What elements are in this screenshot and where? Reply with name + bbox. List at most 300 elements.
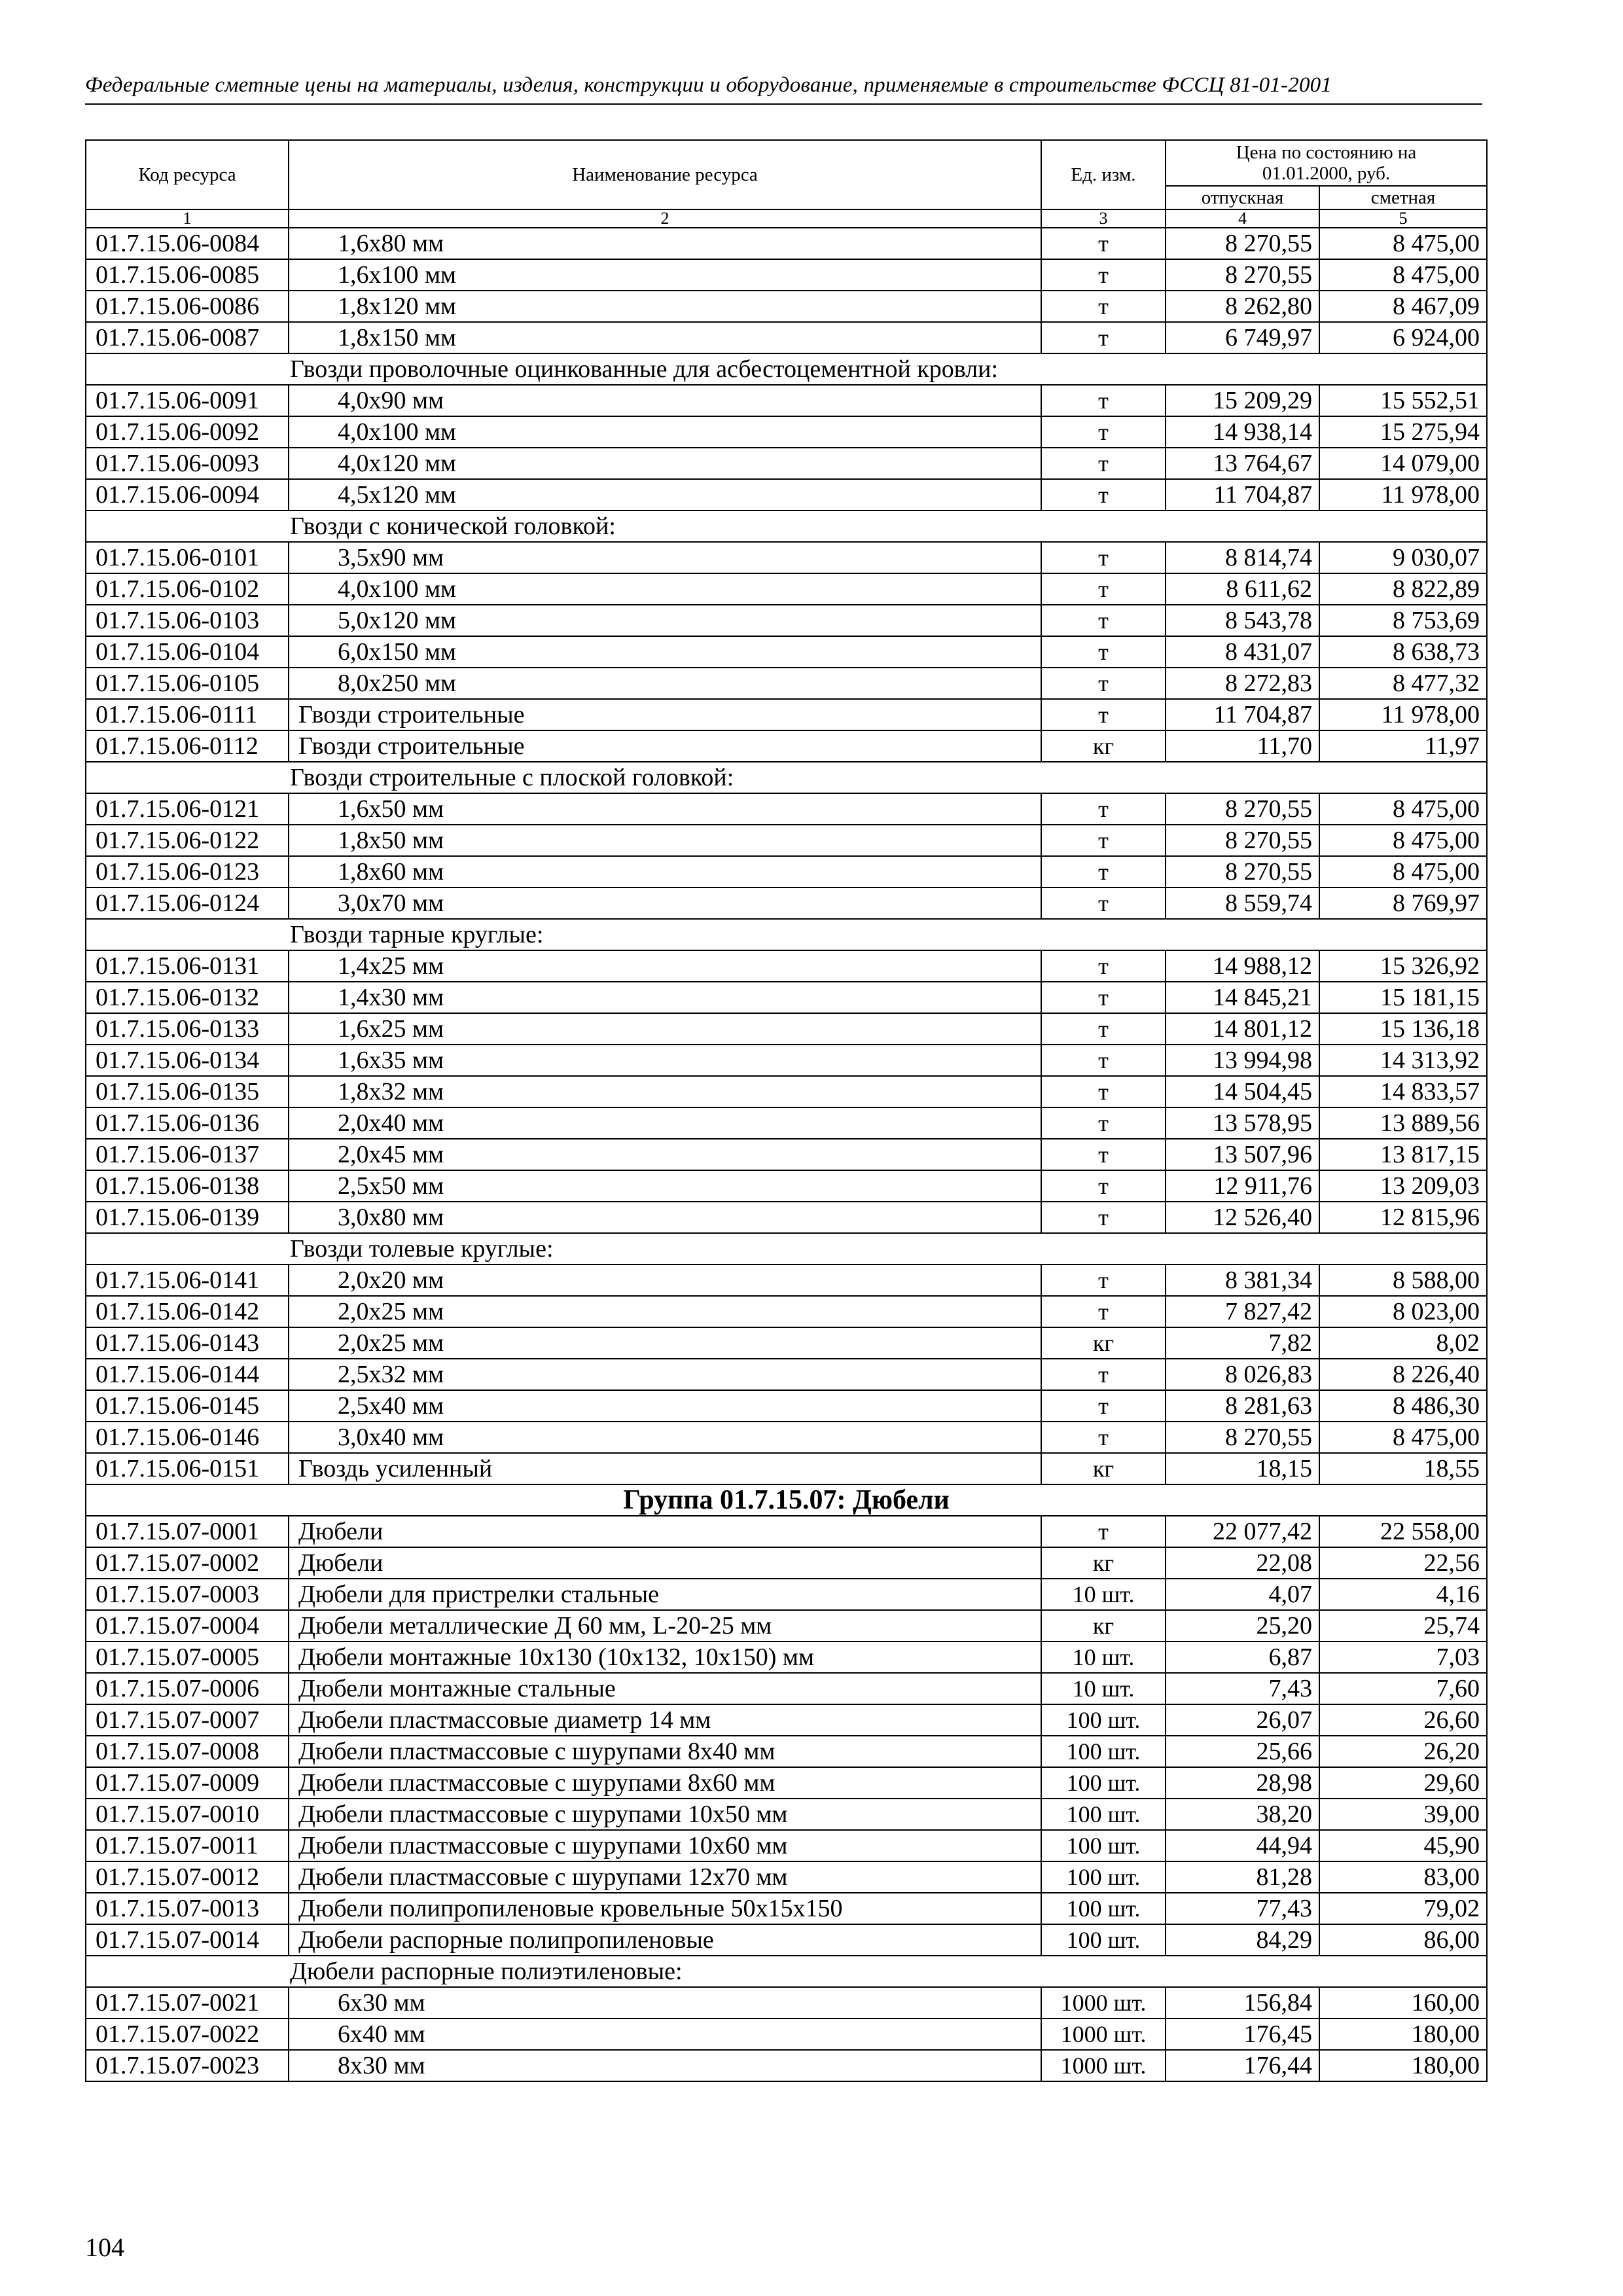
resource-code: 01.7.15.06-0134	[86, 1045, 289, 1076]
estimate-price: 25,74	[1319, 1610, 1487, 1641]
resource-name: 3,0x70 мм	[289, 888, 1041, 919]
release-price: 8 270,55	[1166, 1422, 1319, 1453]
table-row	[86, 1641, 1487, 1673]
estimate-price: 12 815,96	[1319, 1202, 1487, 1233]
table-row	[86, 2050, 1487, 2081]
resource-code: 01.7.15.07-0003	[86, 1579, 289, 1610]
release-price: 77,43	[1166, 1893, 1319, 1924]
release-price: 25,20	[1166, 1610, 1319, 1641]
resource-name: Дюбели	[289, 1516, 1041, 1547]
resource-code: 01.7.15.06-0136	[86, 1107, 289, 1139]
unit-of-measure: 10 шт.	[1041, 1673, 1166, 1704]
resource-name: 2,5x32 мм	[289, 1359, 1041, 1390]
estimate-price: 11 978,00	[1319, 699, 1487, 730]
release-price: 7 827,42	[1166, 1296, 1319, 1327]
unit-of-measure: кг	[1041, 730, 1166, 762]
estimate-price: 180,00	[1319, 2050, 1487, 2081]
resource-name: Гвоздь усиленный	[289, 1453, 1041, 1484]
resource-name: 2,5x40 мм	[289, 1390, 1041, 1422]
price-table	[85, 139, 1488, 2082]
table-row	[86, 1139, 1487, 1170]
resource-code: 01.7.15.06-0103	[86, 605, 289, 636]
table-row	[86, 479, 1487, 511]
table-row	[86, 1045, 1487, 1076]
resource-code: 01.7.15.07-0023	[86, 2050, 289, 2081]
resource-code: 01.7.15.07-0004	[86, 1610, 289, 1641]
estimate-price: 8 226,40	[1319, 1359, 1487, 1390]
table-row	[86, 1296, 1487, 1327]
running-header: Федеральные сметные цены на материалы, изделия, конструкции и оборудование, применяемые в строительстве ФССЦ 81-01-2001	[85, 73, 1332, 97]
resource-code: 01.7.15.06-0122	[86, 825, 289, 856]
resource-code: 01.7.15.06-0143	[86, 1327, 289, 1359]
col-header-price: Цена по состоянию на 01.01.2000, руб.	[1166, 140, 1487, 186]
unit-of-measure: т	[1041, 699, 1166, 730]
section-title: Гвозди тарные круглые:	[86, 919, 1487, 950]
estimate-price: 6 924,00	[1319, 322, 1487, 353]
resource-name: Дюбели пластмассовые с шурупами 12х70 мм	[289, 1861, 1041, 1893]
table-row	[86, 825, 1487, 856]
table-row	[86, 2018, 1487, 2050]
resource-name: 1,8x60 мм	[289, 856, 1041, 888]
resource-name: 1,6x35 мм	[289, 1045, 1041, 1076]
resource-code: 01.7.15.06-0101	[86, 542, 289, 573]
estimate-price: 7,60	[1319, 1673, 1487, 1704]
table-row	[86, 1736, 1487, 1767]
col-header-release-price: отпускная	[1166, 186, 1319, 209]
resource-code: 01.7.15.06-0138	[86, 1170, 289, 1202]
table-row	[86, 1861, 1487, 1893]
release-price: 13 764,67	[1166, 448, 1319, 479]
resource-code: 01.7.15.06-0086	[86, 291, 289, 322]
unit-of-measure: т	[1041, 1202, 1166, 1233]
estimate-price: 13 209,03	[1319, 1170, 1487, 1202]
resource-code: 01.7.15.06-0145	[86, 1390, 289, 1422]
estimate-price: 15 552,51	[1319, 385, 1487, 416]
unit-of-measure: т	[1041, 1107, 1166, 1139]
release-price: 8 270,55	[1166, 856, 1319, 888]
resource-name: Дюбели пластмассовые диаметр 14 мм	[289, 1704, 1041, 1736]
resource-code: 01.7.15.06-0141	[86, 1265, 289, 1296]
table-row	[86, 291, 1487, 322]
unit-of-measure: т	[1041, 448, 1166, 479]
estimate-price: 18,55	[1319, 1453, 1487, 1484]
section-row	[86, 762, 1487, 793]
resource-name: Дюбели металлические Д 60 мм, L-20-25 мм	[289, 1610, 1041, 1641]
resource-code: 01.7.15.06-0104	[86, 636, 289, 668]
resource-name: 8,0x250 мм	[289, 668, 1041, 699]
section-title: Дюбели распорные полиэтиленовые:	[86, 1956, 1487, 1987]
resource-name: 6х40 мм	[289, 2018, 1041, 2050]
resource-name: 1,8x150 мм	[289, 322, 1041, 353]
unit-of-measure: 1000 шт.	[1041, 1987, 1166, 2018]
unit-of-measure: т	[1041, 793, 1166, 825]
resource-name: 3,0x40 мм	[289, 1422, 1041, 1453]
resource-code: 01.7.15.06-0139	[86, 1202, 289, 1233]
unit-of-measure: т	[1041, 479, 1166, 511]
estimate-price: 8 588,00	[1319, 1265, 1487, 1296]
col-number: 3	[1041, 209, 1166, 228]
estimate-price: 15 136,18	[1319, 1013, 1487, 1045]
table-row	[86, 1170, 1487, 1202]
resource-code: 01.7.15.06-0135	[86, 1076, 289, 1107]
estimate-price: 8 023,00	[1319, 1296, 1487, 1327]
estimate-price: 14 313,92	[1319, 1045, 1487, 1076]
estimate-price: 22 558,00	[1319, 1516, 1487, 1547]
unit-of-measure: 1000 шт.	[1041, 2050, 1166, 2081]
release-price: 8 281,63	[1166, 1390, 1319, 1422]
estimate-price: 26,20	[1319, 1736, 1487, 1767]
estimate-price: 8 475,00	[1319, 259, 1487, 291]
estimate-price: 8 486,30	[1319, 1390, 1487, 1422]
release-price: 8 262,80	[1166, 291, 1319, 322]
col-number: 1	[86, 209, 289, 228]
estimate-price: 14 079,00	[1319, 448, 1487, 479]
table-row	[86, 856, 1487, 888]
table-row	[86, 1516, 1487, 1547]
estimate-price: 8 769,97	[1319, 888, 1487, 919]
resource-name: 6х30 мм	[289, 1987, 1041, 2018]
resource-code: 01.7.15.06-0102	[86, 573, 289, 605]
table-body	[86, 228, 1487, 2081]
release-price: 6 749,97	[1166, 322, 1319, 353]
section-title: Гвозди проволочные оцинкованные для асбестоцементной кровли:	[86, 353, 1487, 385]
unit-of-measure: 100 шт.	[1041, 1767, 1166, 1799]
estimate-price: 45,90	[1319, 1830, 1487, 1861]
estimate-price: 11 978,00	[1319, 479, 1487, 511]
unit-of-measure: 100 шт.	[1041, 1861, 1166, 1893]
estimate-price: 83,00	[1319, 1861, 1487, 1893]
resource-code: 01.7.15.07-0008	[86, 1736, 289, 1767]
release-price: 14 938,14	[1166, 416, 1319, 448]
release-price: 14 845,21	[1166, 982, 1319, 1013]
estimate-price: 29,60	[1319, 1767, 1487, 1799]
group-title: Группа 01.7.15.07: Дюбели	[86, 1484, 1487, 1516]
estimate-price: 7,03	[1319, 1641, 1487, 1673]
resource-code: 01.7.15.06-0087	[86, 322, 289, 353]
resource-name: 8х30 мм	[289, 2050, 1041, 2081]
table-row	[86, 1327, 1487, 1359]
page-number: 104	[85, 2233, 124, 2262]
resource-code: 01.7.15.07-0005	[86, 1641, 289, 1673]
resource-code: 01.7.15.06-0133	[86, 1013, 289, 1045]
estimate-price: 39,00	[1319, 1799, 1487, 1830]
table-row	[86, 1076, 1487, 1107]
release-price: 84,29	[1166, 1924, 1319, 1956]
estimate-price: 8 475,00	[1319, 856, 1487, 888]
release-price: 8 270,55	[1166, 228, 1319, 259]
release-price: 8 381,34	[1166, 1265, 1319, 1296]
release-price: 13 994,98	[1166, 1045, 1319, 1076]
resource-name: 4,0x100 мм	[289, 416, 1041, 448]
unit-of-measure: т	[1041, 1045, 1166, 1076]
release-price: 18,15	[1166, 1453, 1319, 1484]
resource-code: 01.7.15.07-0001	[86, 1516, 289, 1547]
estimate-price: 15 275,94	[1319, 416, 1487, 448]
estimate-price: 8 822,89	[1319, 573, 1487, 605]
resource-name: 4,0x120 мм	[289, 448, 1041, 479]
resource-code: 01.7.15.06-0094	[86, 479, 289, 511]
unit-of-measure: 10 шт.	[1041, 1641, 1166, 1673]
table-row	[86, 322, 1487, 353]
table-row	[86, 1767, 1487, 1799]
resource-name: 6,0x150 мм	[289, 636, 1041, 668]
resource-code: 01.7.15.06-0092	[86, 416, 289, 448]
table-row	[86, 605, 1487, 636]
resource-code: 01.7.15.06-0121	[86, 793, 289, 825]
resource-code: 01.7.15.06-0151	[86, 1453, 289, 1484]
estimate-price: 86,00	[1319, 1924, 1487, 1956]
resource-code: 01.7.15.07-0021	[86, 1987, 289, 2018]
resource-name: 3,5x90 мм	[289, 542, 1041, 573]
estimate-price: 180,00	[1319, 2018, 1487, 2050]
unit-of-measure: т	[1041, 1296, 1166, 1327]
section-row	[86, 511, 1487, 542]
resource-code: 01.7.15.06-0132	[86, 982, 289, 1013]
resource-name: Дюбели пластмассовые с шурупами 10х50 мм	[289, 1799, 1041, 1830]
table-row	[86, 416, 1487, 448]
resource-code: 01.7.15.06-0142	[86, 1296, 289, 1327]
resource-name: Дюбели для пристрелки стальные	[289, 1579, 1041, 1610]
table-row	[86, 950, 1487, 982]
estimate-price: 8 477,32	[1319, 668, 1487, 699]
release-price: 14 988,12	[1166, 950, 1319, 982]
estimate-price: 8 475,00	[1319, 793, 1487, 825]
col-number: 4	[1166, 209, 1319, 228]
col-header-code: Код ресурса	[86, 140, 289, 209]
release-price: 25,66	[1166, 1736, 1319, 1767]
release-price: 14 504,45	[1166, 1076, 1319, 1107]
unit-of-measure: т	[1041, 1013, 1166, 1045]
resource-name: 3,0x80 мм	[289, 1202, 1041, 1233]
resource-code: 01.7.15.06-0091	[86, 385, 289, 416]
section-title: Гвозди строительные с плоской головкой:	[86, 762, 1487, 793]
resource-name: Дюбели пластмассовые с шурупами 8х60 мм	[289, 1767, 1041, 1799]
section-row	[86, 1956, 1487, 1987]
resource-name: 1,8x50 мм	[289, 825, 1041, 856]
unit-of-measure: т	[1041, 416, 1166, 448]
estimate-price: 79,02	[1319, 1893, 1487, 1924]
unit-of-measure: т	[1041, 291, 1166, 322]
estimate-price: 160,00	[1319, 1987, 1487, 2018]
resource-name: 1,6x50 мм	[289, 793, 1041, 825]
table-row	[86, 1893, 1487, 1924]
resource-name: Дюбели	[289, 1547, 1041, 1579]
estimate-price: 8 753,69	[1319, 605, 1487, 636]
resource-code: 01.7.15.06-0124	[86, 888, 289, 919]
release-price: 8 026,83	[1166, 1359, 1319, 1390]
table-row	[86, 385, 1487, 416]
unit-of-measure: 100 шт.	[1041, 1830, 1166, 1861]
table-row	[86, 1013, 1487, 1045]
section-title: Гвозди толевые круглые:	[86, 1233, 1487, 1265]
release-price: 13 578,95	[1166, 1107, 1319, 1139]
resource-code: 01.7.15.07-0022	[86, 2018, 289, 2050]
release-price: 8 543,78	[1166, 605, 1319, 636]
resource-name: 1,6x80 мм	[289, 228, 1041, 259]
unit-of-measure: кг	[1041, 1453, 1166, 1484]
resource-name: Дюбели полипропиленовые кровельные 50х15х150	[289, 1893, 1041, 1924]
release-price: 156,84	[1166, 1987, 1319, 2018]
resource-name: 4,0x90 мм	[289, 385, 1041, 416]
release-price: 15 209,29	[1166, 385, 1319, 416]
section-title: Гвозди с конической головкой:	[86, 511, 1487, 542]
estimate-price: 8 475,00	[1319, 228, 1487, 259]
section-row	[86, 353, 1487, 385]
header-rule	[85, 103, 1482, 105]
col-header-unit: Ед. изм.	[1041, 140, 1166, 209]
table-row	[86, 1799, 1487, 1830]
release-price: 11 704,87	[1166, 699, 1319, 730]
resource-code: 01.7.15.07-0012	[86, 1861, 289, 1893]
release-price: 8 611,62	[1166, 573, 1319, 605]
release-price: 28,98	[1166, 1767, 1319, 1799]
unit-of-measure: 100 шт.	[1041, 1704, 1166, 1736]
table-row	[86, 1704, 1487, 1736]
table-row	[86, 1202, 1487, 1233]
unit-of-measure: 100 шт.	[1041, 1893, 1166, 1924]
resource-name: Гвозди строительные	[289, 699, 1041, 730]
unit-of-measure: т	[1041, 856, 1166, 888]
unit-of-measure: т	[1041, 259, 1166, 291]
unit-of-measure: т	[1041, 1139, 1166, 1170]
resource-name: 2,0x25 мм	[289, 1296, 1041, 1327]
table-row	[86, 1673, 1487, 1704]
unit-of-measure: т	[1041, 385, 1166, 416]
resource-name: 2,0x45 мм	[289, 1139, 1041, 1170]
unit-of-measure: 10 шт.	[1041, 1579, 1166, 1610]
table-row	[86, 668, 1487, 699]
resource-code: 01.7.15.06-0137	[86, 1139, 289, 1170]
estimate-price: 13 889,56	[1319, 1107, 1487, 1139]
release-price: 8 814,74	[1166, 542, 1319, 573]
table-row	[86, 1924, 1487, 1956]
estimate-price: 9 030,07	[1319, 542, 1487, 573]
resource-name: Гвозди строительные	[289, 730, 1041, 762]
release-price: 8 270,55	[1166, 825, 1319, 856]
release-price: 8 270,55	[1166, 793, 1319, 825]
resource-name: 2,0x40 мм	[289, 1107, 1041, 1139]
table-row	[86, 1830, 1487, 1861]
table-row	[86, 542, 1487, 573]
resource-name: Дюбели пластмассовые с шурупами 10х60 мм	[289, 1830, 1041, 1861]
release-price: 8 559,74	[1166, 888, 1319, 919]
resource-name: 4,0x100 мм	[289, 573, 1041, 605]
table-row	[86, 699, 1487, 730]
estimate-price: 8 475,00	[1319, 825, 1487, 856]
resource-code: 01.7.15.06-0093	[86, 448, 289, 479]
resource-name: 1,4x30 мм	[289, 982, 1041, 1013]
release-price: 4,07	[1166, 1579, 1319, 1610]
resource-code: 01.7.15.07-0014	[86, 1924, 289, 1956]
col-number: 2	[289, 209, 1041, 228]
unit-of-measure: т	[1041, 1265, 1166, 1296]
release-price: 8 270,55	[1166, 259, 1319, 291]
release-price: 22,08	[1166, 1547, 1319, 1579]
unit-of-measure: 100 шт.	[1041, 1736, 1166, 1767]
estimate-price: 4,16	[1319, 1579, 1487, 1610]
resource-code: 01.7.15.07-0007	[86, 1704, 289, 1736]
unit-of-measure: т	[1041, 1422, 1166, 1453]
col-header-name: Наименование ресурса	[289, 140, 1041, 209]
table-row	[86, 1579, 1487, 1610]
estimate-price: 22,56	[1319, 1547, 1487, 1579]
release-price: 26,07	[1166, 1704, 1319, 1736]
resource-code: 01.7.15.06-0131	[86, 950, 289, 982]
release-price: 22 077,42	[1166, 1516, 1319, 1547]
unit-of-measure: т	[1041, 1390, 1166, 1422]
resource-code: 01.7.15.06-0144	[86, 1359, 289, 1390]
unit-of-measure: т	[1041, 982, 1166, 1013]
unit-of-measure: 100 шт.	[1041, 1924, 1166, 1956]
resource-name: 2,0x25 мм	[289, 1327, 1041, 1359]
resource-code: 01.7.15.07-0010	[86, 1799, 289, 1830]
unit-of-measure: т	[1041, 888, 1166, 919]
release-price: 13 507,96	[1166, 1139, 1319, 1170]
release-price: 12 911,76	[1166, 1170, 1319, 1202]
unit-of-measure: т	[1041, 605, 1166, 636]
table-row	[86, 1107, 1487, 1139]
resource-name: Дюбели монтажные 10х130 (10х132, 10х150) мм	[289, 1641, 1041, 1673]
table-row	[86, 1390, 1487, 1422]
unit-of-measure: т	[1041, 1359, 1166, 1390]
unit-of-measure: кг	[1041, 1547, 1166, 1579]
release-price: 176,45	[1166, 2018, 1319, 2050]
unit-of-measure: т	[1041, 668, 1166, 699]
resource-name: 4,5x120 мм	[289, 479, 1041, 511]
estimate-price: 15 181,15	[1319, 982, 1487, 1013]
resource-code: 01.7.15.06-0085	[86, 259, 289, 291]
section-row	[86, 919, 1487, 950]
release-price: 176,44	[1166, 2050, 1319, 2081]
unit-of-measure: т	[1041, 542, 1166, 573]
unit-of-measure: т	[1041, 1076, 1166, 1107]
resource-code: 01.7.15.06-0146	[86, 1422, 289, 1453]
unit-of-measure: 1000 шт.	[1041, 2018, 1166, 2050]
table-row	[86, 573, 1487, 605]
resource-code: 01.7.15.06-0105	[86, 668, 289, 699]
estimate-price: 8 638,73	[1319, 636, 1487, 668]
col-number: 5	[1319, 209, 1487, 228]
unit-of-measure: т	[1041, 228, 1166, 259]
resource-name: 1,6x100 мм	[289, 259, 1041, 291]
release-price: 8 431,07	[1166, 636, 1319, 668]
table-row	[86, 448, 1487, 479]
estimate-price: 15 326,92	[1319, 950, 1487, 982]
resource-code: 01.7.15.07-0006	[86, 1673, 289, 1704]
unit-of-measure: т	[1041, 636, 1166, 668]
release-price: 11,70	[1166, 730, 1319, 762]
estimate-price: 26,60	[1319, 1704, 1487, 1736]
release-price: 7,82	[1166, 1327, 1319, 1359]
resource-name: Дюбели распорные полипропиленовые	[289, 1924, 1041, 1956]
resource-name: 1,8x120 мм	[289, 291, 1041, 322]
table-row	[86, 1359, 1487, 1390]
table-row	[86, 1265, 1487, 1296]
resource-name: 1,6x25 мм	[289, 1013, 1041, 1045]
table-row	[86, 793, 1487, 825]
col-header-estimate-price: сметная	[1319, 186, 1487, 209]
resource-code: 01.7.15.06-0084	[86, 228, 289, 259]
resource-name: 2,5x50 мм	[289, 1170, 1041, 1202]
release-price: 7,43	[1166, 1673, 1319, 1704]
table-row	[86, 1453, 1487, 1484]
resource-name: 2,0x20 мм	[289, 1265, 1041, 1296]
table-row	[86, 1610, 1487, 1641]
release-price: 6,87	[1166, 1641, 1319, 1673]
release-price: 14 801,12	[1166, 1013, 1319, 1045]
unit-of-measure: т	[1041, 573, 1166, 605]
table-row	[86, 1422, 1487, 1453]
